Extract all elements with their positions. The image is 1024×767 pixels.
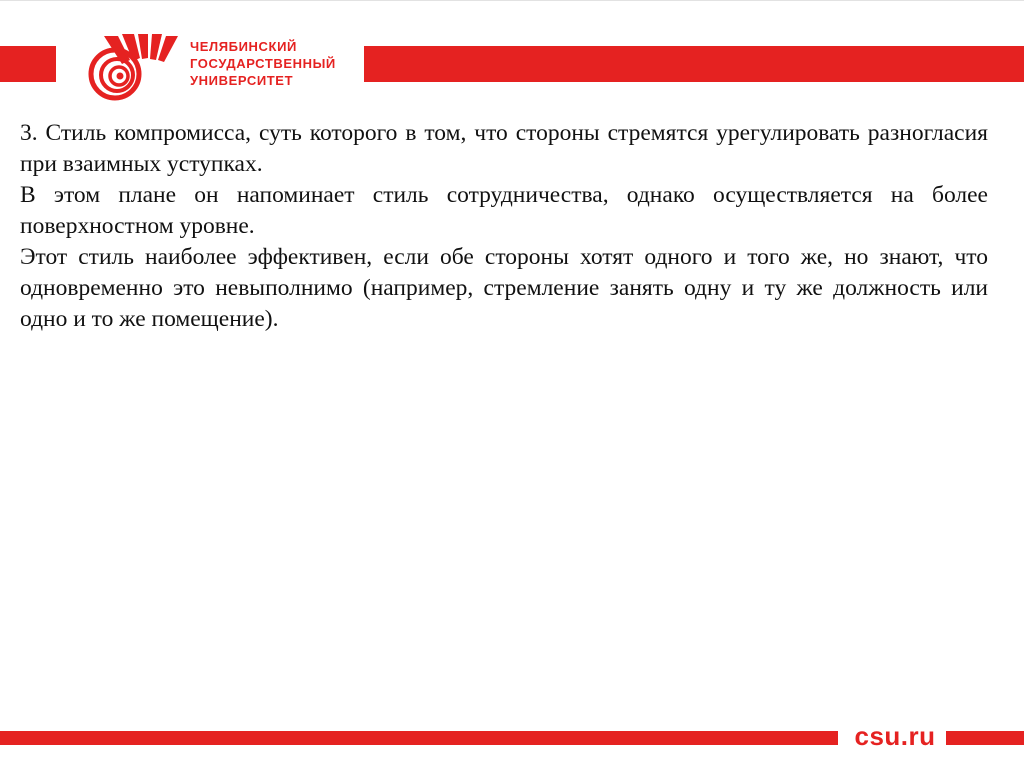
header-red-bar-left <box>0 46 56 82</box>
header-red-bar-right <box>364 46 1024 82</box>
footer-red-bar-left <box>0 731 838 745</box>
snail-spiral-icon <box>78 30 182 102</box>
footer-site-link[interactable]: csu.ru <box>854 721 936 751</box>
slide-body <box>20 118 988 335</box>
paragraph-effectiveness: Этот стиль наиболее эффективен, если обе стороны хотят одного и того же, но знают, что одновременно это невыполнимо (например, стремление занять одну и ту же должность или одно и то же помещение). <box>20 244 988 332</box>
university-name-line-2: ГОСУДАРСТВЕННЫЙ <box>190 56 336 71</box>
paragraph-compromise-style: 3. Стиль компромисса, суть которого в том, что стороны стремятся урегулировать разногласия при взаимных уступках. <box>20 120 988 177</box>
university-name-line-3: УНИВЕРСИТЕТ <box>190 73 294 88</box>
university-name-line-1: ЧЕЛЯБИНСКИЙ <box>190 39 297 54</box>
footer-red-bar-right <box>946 731 1024 745</box>
university-name <box>190 38 336 89</box>
slide-top-border <box>0 0 1024 1</box>
paragraph-cooperation-comparison: В этом плане он напоминает стиль сотрудничества, однако осуществляется на более поверхностном уровне. <box>20 182 988 239</box>
